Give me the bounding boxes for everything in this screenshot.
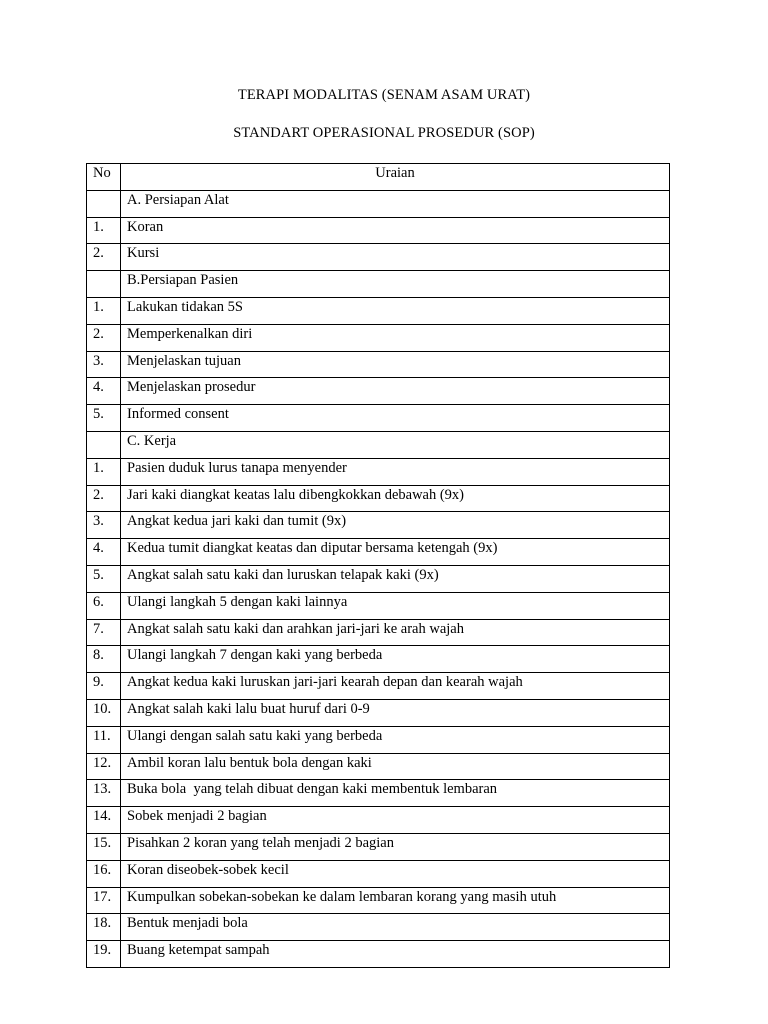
table-row: [87, 378, 670, 405]
step-description: Memperkenalkan diri: [121, 324, 670, 351]
table-row: [87, 297, 670, 324]
section-row: [87, 271, 670, 298]
row-number: 4.: [87, 539, 121, 566]
table-row: [87, 753, 670, 780]
table-header-row: [87, 164, 670, 191]
row-number: [87, 190, 121, 217]
table-body: [87, 190, 670, 967]
step-description: Pasien duduk lurus tanapa menyender: [121, 458, 670, 485]
step-description: Angkat salah kaki lalu buat huruf dari 0-9: [121, 699, 670, 726]
table-row: [87, 833, 670, 860]
step-description: Ulangi dengan salah satu kaki yang berbeda: [121, 726, 670, 753]
table-row: [87, 726, 670, 753]
row-number: 11.: [87, 726, 121, 753]
row-number: 19.: [87, 941, 121, 968]
row-number: [87, 271, 121, 298]
table-row: [87, 646, 670, 673]
section-row: [87, 190, 670, 217]
step-description: Lakukan tidakan 5S: [121, 297, 670, 324]
row-number: 1.: [87, 217, 121, 244]
table-row: [87, 405, 670, 432]
row-number: 7.: [87, 619, 121, 646]
step-description: Informed consent: [121, 405, 670, 432]
row-number: 12.: [87, 753, 121, 780]
table-row: [87, 807, 670, 834]
step-description: Kursi: [121, 244, 670, 271]
column-header-description: Uraian: [121, 164, 670, 191]
section-heading: A. Persiapan Alat: [121, 190, 670, 217]
table-row: [87, 941, 670, 968]
section-heading: C. Kerja: [121, 431, 670, 458]
row-number: 3.: [87, 351, 121, 378]
step-description: Angkat salah satu kaki dan luruskan telapak kaki (9x): [121, 565, 670, 592]
table-row: [87, 887, 670, 914]
step-description: Ambil koran lalu bentuk bola dengan kaki: [121, 753, 670, 780]
row-number: 1.: [87, 458, 121, 485]
step-description: Kumpulkan sobekan-sobekan ke dalam lembaran korang yang masih utuh: [121, 887, 670, 914]
table-row: [87, 351, 670, 378]
row-number: 10.: [87, 699, 121, 726]
row-number: 3.: [87, 512, 121, 539]
table-row: [87, 914, 670, 941]
step-description: Koran: [121, 217, 670, 244]
step-description: Ulangi langkah 7 dengan kaki yang berbeda: [121, 646, 670, 673]
row-number: 2.: [87, 485, 121, 512]
row-number: 6.: [87, 592, 121, 619]
column-header-no: No: [87, 164, 121, 191]
step-description: Buka bola yang telah dibuat dengan kaki membentuk lembaran: [121, 780, 670, 807]
step-description: Menjelaskan prosedur: [121, 378, 670, 405]
table-row: [87, 780, 670, 807]
step-description: Pisahkan 2 koran yang telah menjadi 2 bagian: [121, 833, 670, 860]
row-number: 1.: [87, 297, 121, 324]
row-number: 14.: [87, 807, 121, 834]
table-row: [87, 565, 670, 592]
table-row: [87, 485, 670, 512]
section-heading: B.Persiapan Pasien: [121, 271, 670, 298]
table-row: [87, 217, 670, 244]
row-number: 16.: [87, 860, 121, 887]
section-row: [87, 431, 670, 458]
table-row: [87, 619, 670, 646]
step-description: Koran diseobek-sobek kecil: [121, 860, 670, 887]
row-number: 18.: [87, 914, 121, 941]
step-description: Bentuk menjadi bola: [121, 914, 670, 941]
row-number: 17.: [87, 887, 121, 914]
step-description: Menjelaskan tujuan: [121, 351, 670, 378]
table-row: [87, 860, 670, 887]
step-description: Sobek menjadi 2 bagian: [121, 807, 670, 834]
table-row: [87, 458, 670, 485]
row-number: 5.: [87, 405, 121, 432]
row-number: 5.: [87, 565, 121, 592]
row-number: 9.: [87, 673, 121, 700]
table-row: [87, 324, 670, 351]
row-number: 2.: [87, 244, 121, 271]
row-number: 4.: [87, 378, 121, 405]
step-description: Angkat salah satu kaki dan arahkan jari-jari ke arah wajah: [121, 619, 670, 646]
table-row: [87, 592, 670, 619]
row-number: 2.: [87, 324, 121, 351]
step-description: Buang ketempat sampah: [121, 941, 670, 968]
table-row: [87, 512, 670, 539]
table-row: [87, 539, 670, 566]
row-number: 13.: [87, 780, 121, 807]
sop-table: [86, 163, 670, 968]
step-description: Angkat kedua kaki luruskan jari-jari kearah depan dan kearah wajah: [121, 673, 670, 700]
document-title: TERAPI MODALITAS (SENAM ASAM URAT): [237, 87, 531, 103]
step-description: Kedua tumit diangkat keatas dan diputar bersama ketengah (9x): [121, 539, 670, 566]
row-number: [87, 431, 121, 458]
step-description: Angkat kedua jari kaki dan tumit (9x): [121, 512, 670, 539]
row-number: 15.: [87, 833, 121, 860]
document-subtitle: STANDART OPERASIONAL PROSEDUR (SOP): [233, 125, 535, 141]
table-row: [87, 244, 670, 271]
table-row: [87, 673, 670, 700]
step-description: Ulangi langkah 5 dengan kaki lainnya: [121, 592, 670, 619]
table-row: [87, 699, 670, 726]
step-description: Jari kaki diangkat keatas lalu dibengkokkan debawah (9x): [121, 485, 670, 512]
row-number: 8.: [87, 646, 121, 673]
